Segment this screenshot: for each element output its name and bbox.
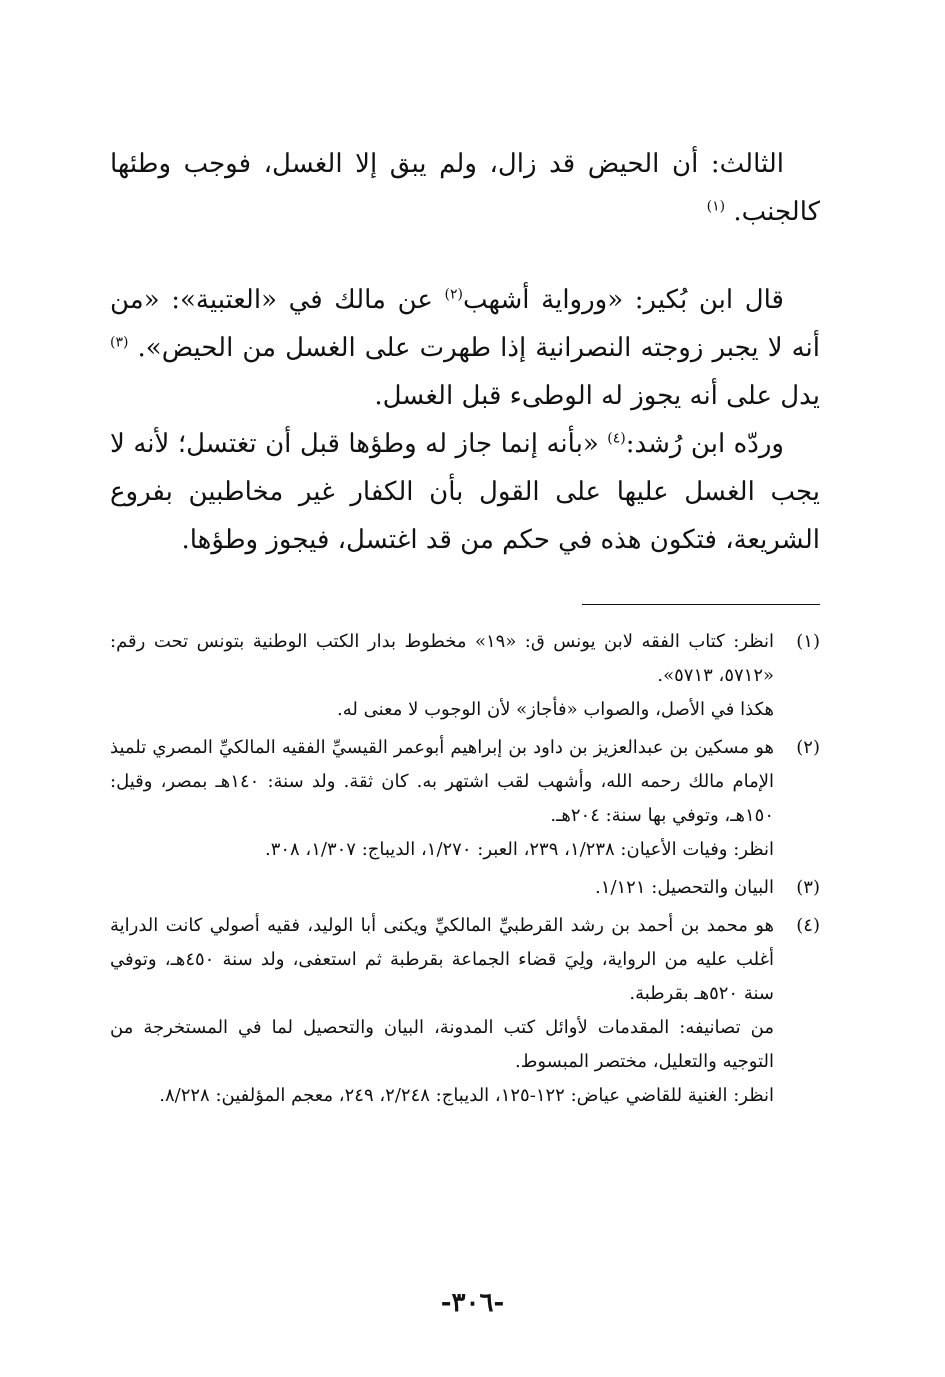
paragraph-2-text-b: عن مالك في «العتبية»: «من أنه لا يجبر زوجته النصرانية إذا طهرت على الغسل من الحيض». [110, 285, 821, 363]
footnote-number: (٣) [796, 877, 820, 898]
page-content [110, 140, 820, 1117]
paragraph-3 [110, 420, 820, 564]
paragraph-3-text-a: وردّه ابن رُشد: [625, 429, 784, 459]
paragraph-2-text-c: يدل على أنه يجوز له الوطىء قبل الغسل. [374, 381, 820, 411]
footnote-line: انظر: الغنية للقاضي عياض: ١٢٢-١٢٥، الديباج: ٢/٢٤٨، ٢٤٩، معجم المؤلفين: ٨/٢٢٨. [159, 1085, 774, 1106]
footnotes [110, 625, 820, 1113]
footnote-ref-1: (١) [706, 198, 726, 215]
footnote-number: (٢) [796, 737, 820, 758]
footnote-3 [110, 871, 820, 905]
footnote-line: هو مسكين بن عبدالعزيز بن داود بن إبراهيم أبوعمر القيسيِّ الفقيه المالكيِّ المصري تلميذ الإمام مالك رحمه الله، وأشهب لقب اشتهر به. كان ثقة. ولد سنة: ١٤٠هـ بمصر، وقيل: ١٥٠هـ، وتوفي بها سنة: ٢٠٤هـ. [110, 737, 775, 826]
footnote-number: (٤) [796, 915, 820, 936]
footnote-line: من تصانيفه: المقدمات لأوائل كتب المدونة، البيان والتحصيل لما في المستخرجة من التوجيه والتعليل، مختصر المبسوط. [110, 1017, 774, 1072]
footnote-line: هكذا في الأصل، والصواب «فأجاز» لأن الوجوب لا معنى له. [337, 699, 774, 720]
paragraph-1 [110, 140, 820, 236]
footnote-line: هو محمد بن أحمد بن رشد القرطبيِّ المالكيِّ ويكنى أبا الوليد، فقيه أصولي كانت الدراية أغلب عليه من الرواية، ولِيَ قضاء الجماعة بقرطبة ثم استعفى، ولد سنة ٤٥٠هـ، وتوفي سنة ٥٢٠هـ بقرطبة. [110, 915, 774, 1004]
paragraph-3-text-b: «بأنه إنما جاز له وطؤها قبل أن تغتسل؛ لأنه لا يجب الغسل عليها على القول بأن الكفار غير مخاطبين بفروع الشريعة، فتكون هذه في حكم من قد اغتسل، فيجوز وطؤها. [110, 429, 820, 555]
footnote-number: (١) [796, 631, 820, 652]
footnote-separator [582, 604, 820, 605]
footnote-line: البيان والتحصيل: ١/١٢١. [595, 877, 774, 898]
footnote-4 [110, 909, 820, 1113]
footnote-2 [110, 731, 820, 867]
footnote-line: انظر: كتاب الفقه لابن يونس ق: «١٩» مخطوط بدار الكتب الوطنية بتونس تحت رقم: «٥٧١٢، ٥٧١٣». [110, 631, 775, 686]
footnote-ref-3: (٣) [110, 334, 129, 351]
paragraph-1-text: الثالث: أن الحيض قد زال، ولم يبق إلا الغسل، فوجب وطئها كالجنب. [110, 149, 820, 227]
footnote-line: انظر: وفيات الأعيان: ١/٢٣٨، ٢٣٩، العبر: ١/٢٧٠، الديباج: ١/٣٠٧، ٣٠٨. [264, 839, 774, 860]
footnote-ref-2: (٢) [444, 286, 463, 303]
footnote-ref-4: (٤) [607, 430, 626, 447]
main-text [110, 140, 820, 564]
paragraph-2 [110, 276, 820, 420]
page-number: -٣٠٦- [440, 1288, 505, 1318]
footnote-1 [110, 625, 820, 727]
paragraph-2-text-a: قال ابن بُكير: «ورواية أشهب [463, 285, 784, 315]
